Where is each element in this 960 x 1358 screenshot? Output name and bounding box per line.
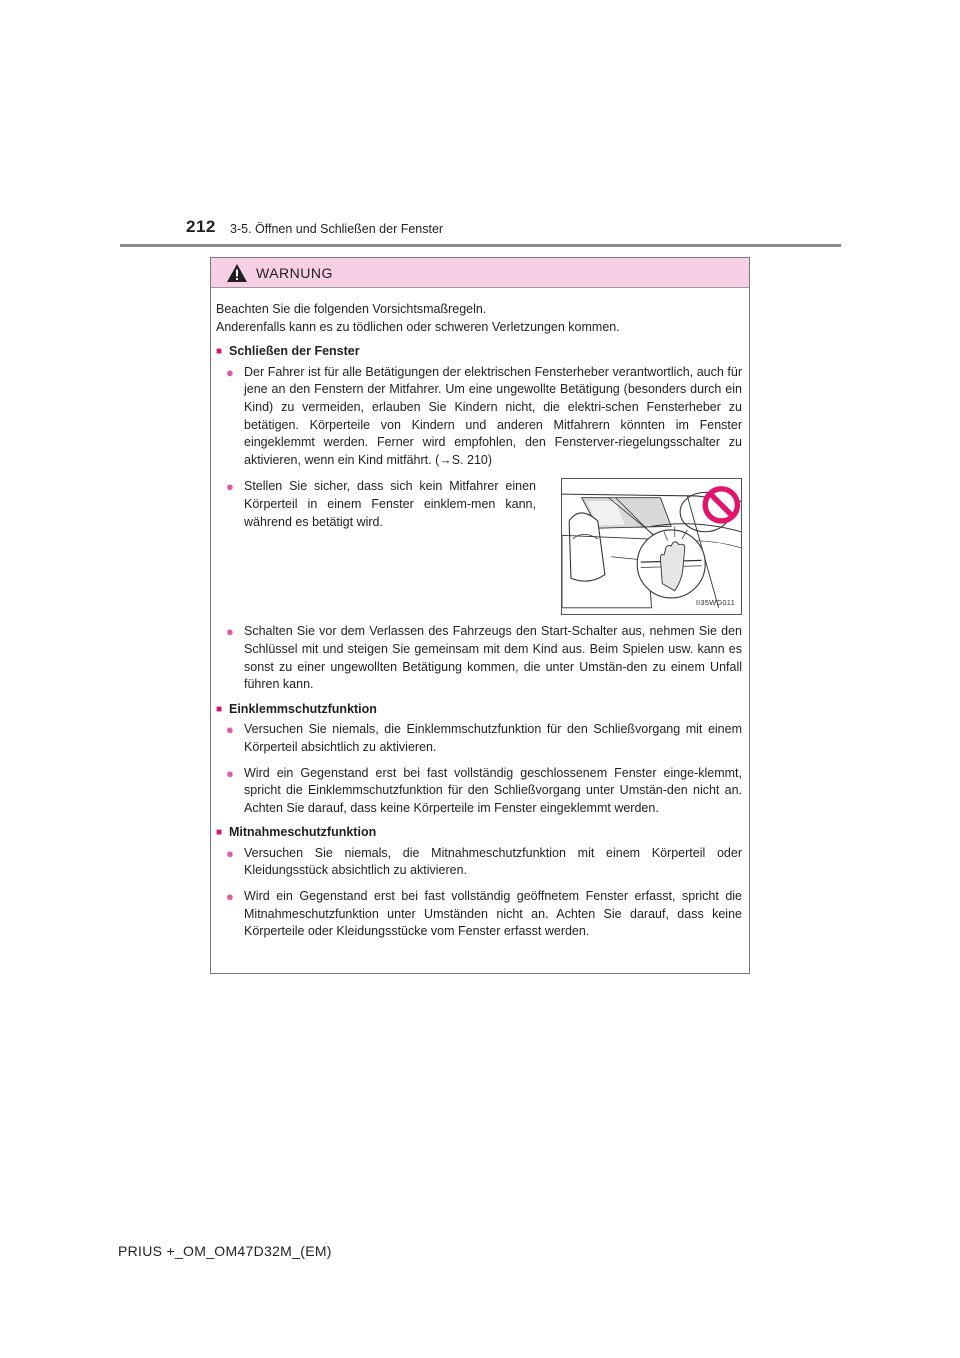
- section-title: 3-5. Öffnen und Schließen der Fenster: [230, 222, 444, 236]
- list-item-text: Der Fahrer ist für alle Betätigungen der elektrischen Fensterheber verantwortlich, auch für jene an den Fenstern der Mitfahrer. Um eine ungewollte Betätigung (besonders durch ein Kind) zu vermeiden, erlauben Sie Kindern nicht, die elektri-schen Fensterheber zu betätigen. Körperteile von Kindern und anderen Mitfahrern könnten im Fenster eingeklemmt werden. Ferner wird empfohlen, den Fensterver-riegelungsschalter zu aktivieren, wenn ein Kind mitfährt. (→S. 210): [244, 364, 742, 467]
- warning-triangle-icon: [226, 263, 248, 283]
- warning-box: [210, 257, 750, 974]
- list-item: [216, 845, 742, 880]
- list-item-text: Wird ein Gegenstand erst bei fast vollständig geschlossenem Fenster einge-klemmt, spricht die Einklemmschutzfunktion für den Schließvorgang unter Umstän-den nicht an. Achten Sie darauf, dass keine Körperteile im Fenster eingeklemmt werden.: [244, 765, 742, 815]
- page-number: 212: [186, 217, 216, 236]
- list-item-text: Versuchen Sie niemals, die Einklemmschutzfunktion für den Schließvorgang mit einem Körperteil absichtlich zu aktivieren.: [244, 722, 742, 754]
- list-item-with-illustration: [216, 478, 742, 615]
- warning-content: [211, 288, 749, 941]
- list-item: [216, 364, 742, 470]
- section-heading: [216, 824, 742, 842]
- model-code: PRIUS +_OM_OM47D32M_(EM): [118, 1243, 332, 1259]
- section-heading-text: Einklemmschutzfunktion: [229, 701, 377, 716]
- warning-header: [211, 258, 749, 288]
- list-item-text: Versuchen Sie niemals, die Mitnahmeschutzfunktion mit einem Körperteil oder Kleidungsstück absichtlich zu aktivieren.: [244, 845, 742, 878]
- circle-bullet-icon: ●: [226, 364, 234, 380]
- circle-bullet-icon: ●: [226, 479, 234, 495]
- section-heading: [216, 343, 742, 361]
- warning-title: WARNUNG: [256, 264, 333, 281]
- header-divider: [120, 244, 841, 247]
- circle-bullet-icon: ●: [226, 624, 234, 640]
- section-heading-text: Schließen der Fenster: [229, 344, 360, 359]
- intro-line: Beachten Sie die folgenden Vorsichtsmaßregeln.: [216, 302, 487, 316]
- list-item-text: Stellen Sie sicher, dass sich kein Mitfahrer einen Körperteil in einem Fenster einklem-men kann, während es betätigt wird.: [244, 479, 536, 529]
- square-bullet-icon: ■: [216, 827, 223, 839]
- list-item-text: Wird ein Gegenstand erst bei fast vollständig geöffnetem Fenster erfasst, spricht die Mitnahmeschutzfunktion unter Umständen nicht an. Achten Sie darauf, dass keine Körperteile oder Kleidungsstücke vom Fenster erfasst werden.: [244, 889, 742, 939]
- warning-intro: [216, 301, 742, 336]
- square-bullet-icon: ■: [216, 346, 223, 358]
- circle-bullet-icon: ●: [226, 889, 234, 905]
- circle-bullet-icon: ●: [226, 722, 234, 738]
- list-item: [216, 888, 742, 941]
- list-item: [216, 721, 742, 756]
- circle-bullet-icon: ●: [226, 845, 234, 861]
- window-pinch-illustration: [561, 478, 742, 615]
- illustration-code: II35WG011: [695, 597, 735, 607]
- section-heading: [216, 701, 742, 719]
- circle-bullet-icon: ●: [226, 765, 234, 781]
- square-bullet-icon: ■: [216, 703, 223, 715]
- list-item: [216, 765, 742, 818]
- intro-line: Anderenfalls kann es zu tödlichen oder schweren Verletzungen kommen.: [216, 319, 620, 334]
- list-item: [216, 623, 742, 693]
- section-heading-text: Mitnahmeschutzfunktion: [229, 825, 377, 840]
- list-item-text: Schalten Sie vor dem Verlassen des Fahrzeugs den Start-Schalter aus, nehmen Sie den Schlüssel mit und steigen Sie gemeinsam mit dem Kind aus. Beim Spielen usw. kann es sonst zu einer ungewollten Betätigung kommen, die unter Umstän-den zu einem Unfall führen kann.: [244, 624, 742, 692]
